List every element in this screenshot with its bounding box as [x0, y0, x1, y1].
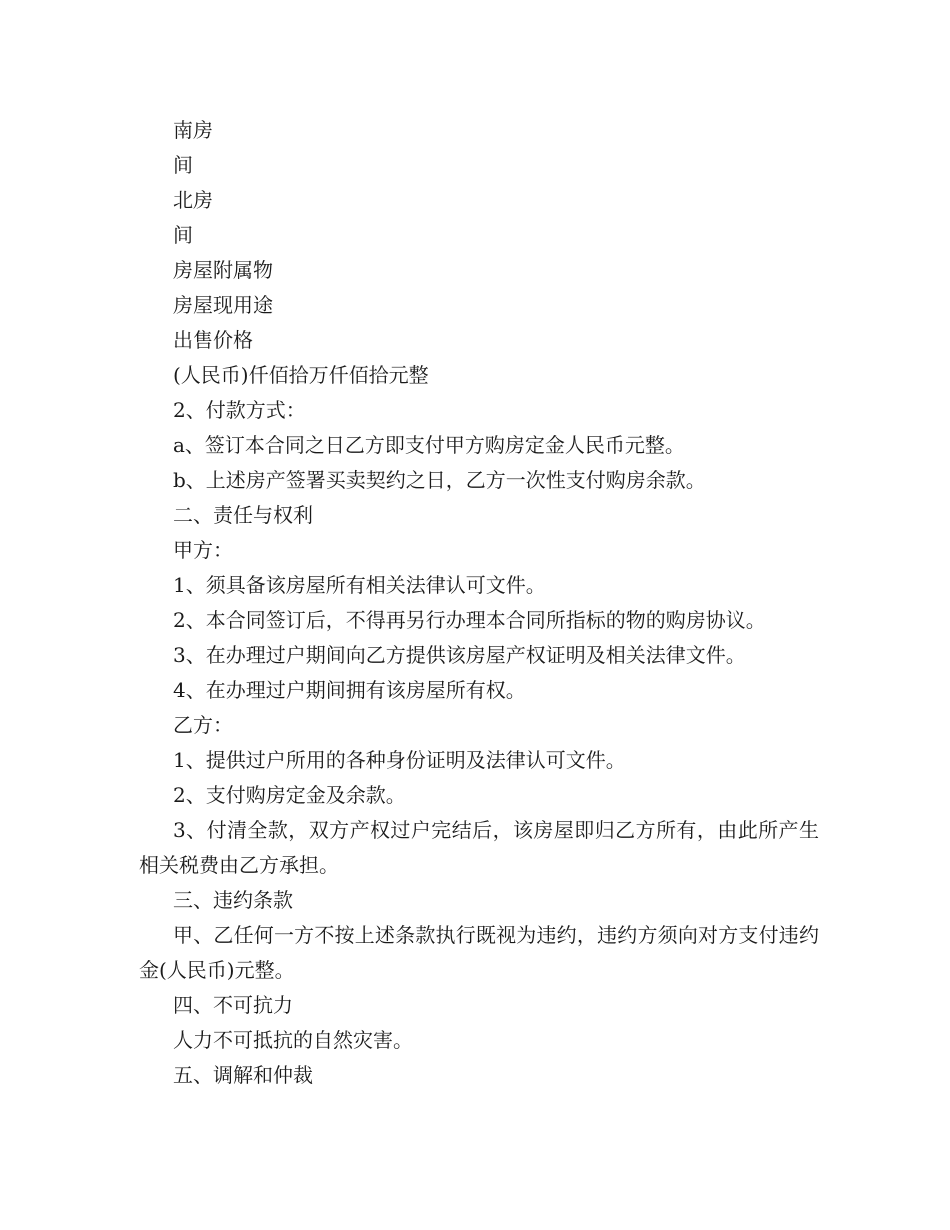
- price-rmb-line: (人民币)仟佰拾万仟佰拾元整: [173, 363, 429, 387]
- section-heading-arbitration: 五、调解和仲裁: [173, 1063, 313, 1087]
- attachments-label: 房屋附属物: [173, 258, 273, 282]
- contract-body: [139, 113, 819, 1093]
- party-a-item-4: 4、在办理过户期间拥有该房屋所有权。: [173, 678, 526, 702]
- section-heading-breach: 三、违约条款: [173, 888, 293, 912]
- party-a-label: 甲方：: [173, 538, 233, 562]
- south-room-label: 南房: [173, 118, 213, 142]
- south-room-unit: 间: [173, 153, 193, 177]
- party-a-item-3: 3、在办理过户期间向乙方提供该房屋产权证明及相关法律文件。: [173, 643, 746, 667]
- breach-clause: 甲、乙任何一方不按上述条款执行既视为违约，违约方须向对方支付违约金(人民币)元整。: [139, 923, 819, 982]
- party-a-item-1: 1、须具备该房屋所有相关法律认可文件。: [173, 573, 546, 597]
- party-b-label: 乙方：: [173, 713, 233, 737]
- section-heading-force-majeure: 四、不可抗力: [173, 993, 293, 1017]
- north-room-unit: 间: [173, 223, 193, 247]
- payment-clause-b: b、上述房产签署买卖契约之日，乙方一次性支付购房余款。: [173, 468, 706, 492]
- party-a-item-2: 2、本合同签订后，不得再另行办理本合同所指标的物的购房协议。: [173, 608, 766, 632]
- section-heading-rights: 二、责任与权利: [173, 503, 313, 527]
- north-room-label: 北房: [173, 188, 213, 212]
- party-b-item-1: 1、提供过户所用的各种身份证明及法律认可文件。: [173, 748, 626, 772]
- payment-clause-a: a、签订本合同之日乙方即支付甲方购房定金人民币元整。: [173, 433, 685, 457]
- party-b-item-2: 2、支付购房定金及余款。: [173, 783, 406, 807]
- party-b-item-3: 3、付清全款，双方产权过户完结后，该房屋即归乙方所有，由此所产生相关税费由乙方承担。: [139, 818, 819, 877]
- payment-method-heading: 2、付款方式：: [173, 398, 306, 422]
- sale-price-label: 出售价格: [173, 328, 253, 352]
- force-majeure-text: 人力不可抵抗的自然灾害。: [173, 1028, 413, 1052]
- current-use-label: 房屋现用途: [173, 293, 273, 317]
